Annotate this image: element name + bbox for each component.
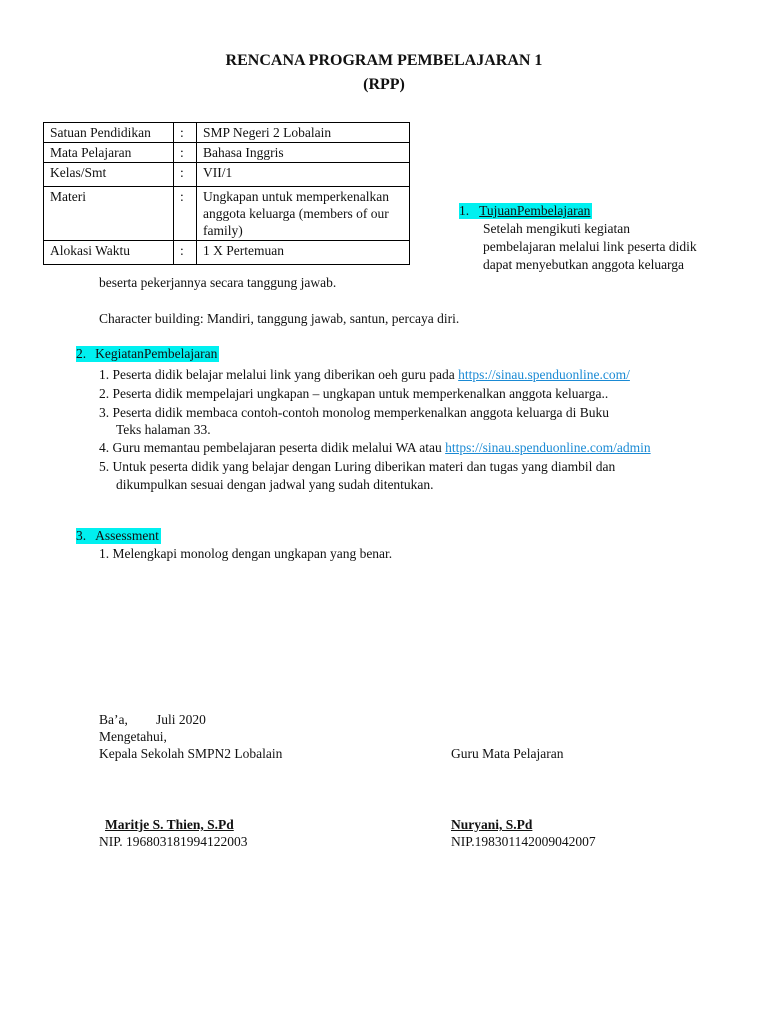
list-item-continuation: Teks halaman 33. xyxy=(116,422,211,437)
tujuan-line: Setelah mengikuti kegiatan xyxy=(483,221,630,236)
section-assessment-heading xyxy=(76,528,161,544)
table-row xyxy=(44,123,410,143)
section-kegiatan-heading xyxy=(76,346,219,362)
signature-date: Juli 2020 xyxy=(156,712,206,727)
sinau-link[interactable]: https://sinau.spenduonline.com/ xyxy=(458,367,630,382)
row-label: Satuan Pendidikan xyxy=(44,123,174,143)
section-title: Assessment xyxy=(95,528,159,543)
section-number: 3. xyxy=(76,528,87,543)
signature-place: Ba’a, xyxy=(99,712,128,727)
section-tujuan-heading xyxy=(459,203,592,219)
row-value: SMP Negeri 2 Lobalain xyxy=(197,123,410,143)
table-row xyxy=(44,163,410,187)
info-table xyxy=(43,122,410,265)
row-value: VII/1 xyxy=(197,163,410,187)
row-label: Mata Pelajaran xyxy=(44,143,174,163)
section-title: TujuanPembelajaran xyxy=(479,203,591,218)
row-separator: : xyxy=(174,187,197,241)
left-signer-name: Maritje S. Thien, S.Pd xyxy=(105,817,234,832)
value-line: family) xyxy=(203,223,243,238)
row-separator: : xyxy=(174,143,197,163)
list-item: 3. Peserta didik membaca contoh-contoh monolog memperkenalkan anggota keluarga di Buku xyxy=(99,405,609,420)
list-item: 1. Melengkapi monolog dengan ungkapan yang benar. xyxy=(99,546,393,561)
row-value xyxy=(197,187,410,241)
row-label: Alokasi Waktu xyxy=(44,241,174,265)
section-number: 2. xyxy=(76,346,87,361)
tujuan-line: dapat menyebutkan anggota keluarga xyxy=(483,257,685,272)
right-signer-nip: NIP.198301142009042007 xyxy=(451,834,596,849)
table-row xyxy=(44,241,410,265)
row-label: Kelas/Smt xyxy=(44,163,174,187)
right-signer-name: Nuryani, S.Pd xyxy=(451,817,533,832)
list-item: 4. Guru memantau pembelajaran peserta didik melalui WA atau https://sinau.spenduonline.com/admin xyxy=(99,440,651,455)
list-item: 1. Peserta didik belajar melalui link yang diberikan oeh guru pada https://sinau.spenduonline.com/ xyxy=(99,367,630,382)
list-item: 5. Untuk peserta didik yang belajar dengan Luring diberikan materi dan tugas yang diambil dan xyxy=(99,459,616,474)
section-title: KegiatanPembelajaran xyxy=(95,346,218,361)
row-separator: : xyxy=(174,123,197,143)
value-line: Ungkapan untuk memperkenalkan xyxy=(203,189,389,204)
left-signer-role: Kepala Sekolah SMPN2 Lobalain xyxy=(99,746,283,761)
row-value: Bahasa Inggris xyxy=(197,143,410,163)
document-subtitle: (RPP) xyxy=(363,76,405,93)
row-separator: : xyxy=(174,163,197,187)
list-item-continuation: dikumpulkan sesuai dengan jadwal yang sudah ditentukan. xyxy=(116,477,434,492)
value-line: anggota keluarga (members of our xyxy=(203,206,389,221)
left-signer-nip: NIP. 196803181994122003 xyxy=(99,834,248,849)
document-title: RENCANA PROGRAM PEMBELAJARAN 1 xyxy=(225,52,543,69)
sinau-admin-link[interactable]: https://sinau.spenduonline.com/admin xyxy=(445,440,651,455)
row-value: 1 X Pertemuan xyxy=(197,241,410,265)
table-row xyxy=(44,143,410,163)
row-label: Materi xyxy=(44,187,174,241)
character-building: Character building: Mandiri, tanggung jawab, santun, percaya diri. xyxy=(99,311,460,326)
tujuan-continuation: beserta pekerjannya secara tanggung jawab. xyxy=(99,275,337,290)
section-number: 1. xyxy=(459,203,470,218)
tujuan-line: pembelajaran melalui link peserta didik xyxy=(483,239,697,254)
table-row xyxy=(44,187,410,241)
list-item: 2. Peserta didik mempelajari ungkapan – ungkapan untuk memperkenalkan anggota keluarga.. xyxy=(99,386,609,401)
right-signer-role: Guru Mata Pelajaran xyxy=(451,746,564,761)
signature-mengetahui: Mengetahui, xyxy=(99,729,167,744)
row-separator: : xyxy=(174,241,197,265)
